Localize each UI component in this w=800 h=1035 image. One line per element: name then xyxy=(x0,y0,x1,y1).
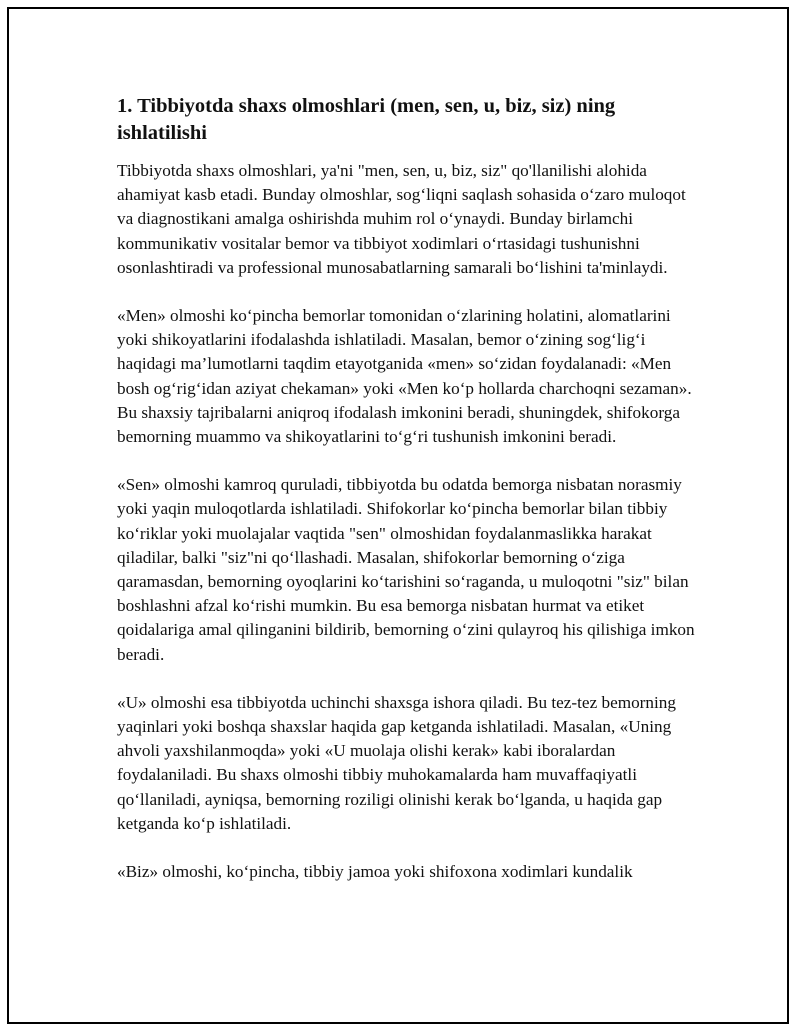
paragraph-intro: Tibbiyotda shaxs olmoshlari, ya'ni "men, sen, u, biz, siz" qo'llanilishi alohida ahamiyat kasb etadi. Bunday olmoshlar, sog‘liqni saqlash sohasida o‘zaro muloqot va diagnostikani amalga oshirishda muhim rol o‘ynaydi. Bunday birlamchi kommunikativ vositalar bemor va tibbiyot xodimlari o‘rtasidagi tushunishni osonlashtiradi va professional munosabatlarning samarali bo‘lishini ta'minlaydi. xyxy=(117,161,686,277)
document-body xyxy=(117,93,697,908)
paragraph-u: «U» olmoshi esa tibbiyotda uchinchi shaxsga ishora qiladi. Bu tez-tez bemorning yaqinlari yoki boshqa shaxslar haqida gap ketganda ishlatiladi. Masalan, «Uning ahvoli yaxshilanmoqda» yoki «U muolaja olishi kerak» kabi iboralardan foydalaniladi. Bu shaxs olmoshi tibbiy muhokamalarda ham muvaffaqiyatli qo‘llaniladi, ayniqsa, bemorning roziligi olinishi kerak bo‘lganda, u haqida gap ketganda ko‘p ishlatiladi. xyxy=(117,692,676,833)
paragraph-sen: «Sen» olmoshi kamroq quruladi, tibbiyotda bu odatda bemorga nisbatan norasmiy yoki yaqin muloqotlarda ishlatiladi. Shifokorlar ko‘pincha bemorlar bilan tibbiy ko‘riklar yoki muolajalar vaqtida "sen" olmoshidan foydalanmaslikka harakat qiladilar, balki "siz"ni qo‘llashadi. Masalan, shifokorlar bemorning o‘ziga qaramasdan, bemorning oyoqlarini ko‘tarishini so‘raganda, u muloqotni "siz" bilan boshlashni afzal ko‘rishi mumkin. Bu esa bemorga nisbatan hurmat va etiket qoidalariga amal qilinganini bildirib, bemorning o‘zini qulayroq his qilishiga imkon beradi. xyxy=(117,475,695,664)
section-heading: 1. Tibbiyotda shaxs olmoshlari (men, sen, u, biz, siz) ning ishlatilishi xyxy=(117,95,616,144)
paragraph-men: «Men» olmoshi ko‘pincha bemorlar tomonidan o‘zlarining holatini, alomatlarini yoki shikoyatlarini ifodalashda ishlatiladi. Masalan, bemor o‘zining sog‘lig‘i haqidagi ma’lumotlarni taqdim etayotganida «men» so‘zidan foydalanadi: «Men bosh og‘rig‘idan aziyat chekaman» yoki «Men ko‘p hollarda charchoqni sezaman». Bu shaxsiy tajribalarni aniqroq ifodalash imkonini beradi, shuningdek, shifokorga bemorning muammo va shikoyatlarini to‘g‘ri tushunish imkonini beradi. xyxy=(117,306,692,447)
paragraph-biz: «Biz» olmoshi, ko‘pincha, tibbiy jamoa yoki shifoxona xodimlari kundalik xyxy=(117,862,633,882)
